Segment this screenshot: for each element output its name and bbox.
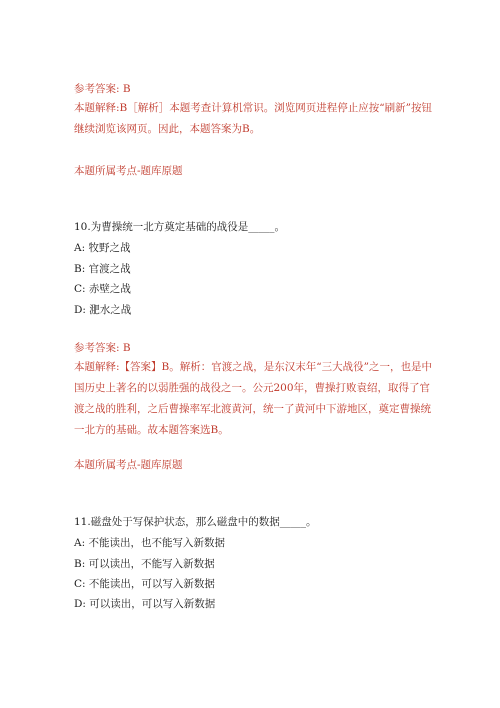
explanation-text: 本题解释:【答案】B。解析：官渡之战，是东汉末年“三大战役”之一，也是中国历史上著名的以弱胜强的战役之一。公元200年，曹操打败袁绍，取得了官渡之战的胜利，之后曹操率军北渡黄河，统一了黄河中下游地区，奠定曹操统一北方的基础。故本题答案选B。 [74, 361, 432, 436]
option-d: D: 可以读出，可以写入新数据 [74, 598, 216, 610]
answer-label: 参考答案: B [74, 83, 131, 95]
option-a: A: 不能读出，也不能写入新数据 [74, 537, 225, 549]
option-c: C: 赤壁之战 [74, 283, 131, 295]
option-b: B: 官渡之战 [74, 263, 131, 275]
question-stem: 10.为曹操统一北方奠定基础的战役是_____。 [74, 221, 285, 233]
option-a: A: 牧野之战 [74, 242, 131, 254]
source-label: 本题所属考点-题库原题 [74, 165, 183, 177]
source-label: 本题所属考点-题库原题 [74, 459, 183, 471]
option-b: B: 可以读出，不能写入新数据 [74, 558, 215, 570]
option-c: C: 不能读出，可以写入新数据 [74, 578, 215, 590]
explanation-text: 本题解释:B［解析］本题考查计算机常识。浏览网页进程停止应按“刷新”按钮继续浏览该网页。因此，本题答案为B。 [74, 102, 432, 135]
option-d: D: 淝水之战 [74, 304, 132, 316]
question-stem: 11.磁盘处于写保护状态，那么磁盘中的数据_____。 [74, 516, 317, 528]
answer-label: 参考答案: B [74, 342, 131, 354]
